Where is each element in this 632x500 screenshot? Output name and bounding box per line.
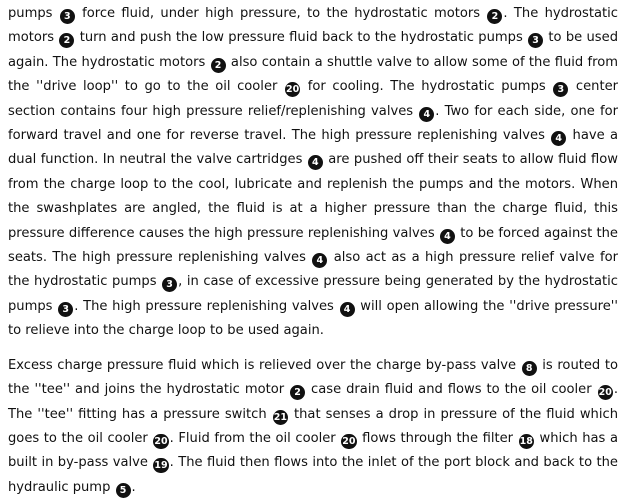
callout-number-badge: 4 (419, 107, 434, 122)
text-run: . Fluid from the oil cooler (169, 430, 341, 446)
text-run: . (131, 479, 136, 495)
callout-number-badge: 4 (308, 155, 323, 170)
text-run: case drain fluid and flows to the oil cooler (306, 382, 597, 398)
callout-number-badge: 3 (60, 9, 75, 24)
callout-number-badge: 20 (154, 435, 168, 447)
text-run: . The ''tee'' fitting has a pressure switch (8, 382, 618, 422)
callout-number-badge: 2 (290, 385, 305, 400)
callout-number-badge: 2 (487, 9, 502, 24)
text-run: Excess charge pressure fluid which is relieved over the charge by-pass valve (8, 357, 521, 373)
callout-number-badge: 21 (273, 411, 287, 423)
callout-number-badge: 2 (211, 58, 226, 73)
text-run: pumps (8, 6, 59, 21)
paragraph (8, 2, 618, 344)
text-run: also act as a high pressure relief valve for the hydrostatic pumps (8, 250, 618, 290)
text-run: also contain a shuttle valve to allow some of the fluid from the ''drive loop'' to go to the oil cooler (8, 54, 618, 95)
text-run: that senses a drop in pressure of the fluid which goes to the oil cooler (8, 406, 618, 446)
text-run: force fluid, under high pressure, to the hydrostatic motors (75, 6, 487, 21)
callout-number-badge: 3 (553, 82, 568, 97)
text-run: . The high pressure replenishing valves (74, 298, 339, 314)
text-run: are pushed off their seats to allow fluid flow from the charge loop to the cool, lubricate and replenish the pumps and the motors. When the swashplates are angled, the fluid is at a higher pressure than the charge fluid, this pressure difference causes the high pressure replenishing valves (8, 152, 618, 241)
text-run: have a dual function. In neutral the valve cartridges (8, 128, 618, 168)
callout-number-badge: 18 (519, 435, 533, 447)
text-run: to be forced against the seats. The high pressure replenishing valves (8, 225, 618, 266)
text-run: flows through the filter (357, 430, 518, 446)
text-run: will open allowing the ''drive pressure'' to relieve into the charge loop to be used again. (8, 298, 618, 339)
callout-number-badge: 4 (312, 253, 327, 268)
callout-number-badge: 4 (551, 131, 566, 146)
callout-number-badge: 8 (522, 361, 537, 376)
callout-number-badge: 4 (340, 302, 355, 317)
text-run: is routed to the ''tee'' and joins the hydrostatic motor (8, 357, 618, 398)
callout-number-badge: 20 (598, 387, 612, 399)
document-page (8, 2, 618, 500)
text-run: . Two for each side, one for forward travel and one for reverse travel. The high pressure replenishing valves (8, 103, 619, 144)
callout-number-badge: 20 (342, 435, 356, 447)
callout-number-badge: 19 (154, 460, 168, 472)
text-run: turn and push the low pressure fluid back to the hydrostatic pumps (75, 30, 528, 46)
paragraph (8, 354, 618, 500)
text-run: center section contains four high pressure relief/replenishing valves (8, 79, 619, 119)
text-run: , in case of excessive pressure being generated by the hydrostatic pumps (8, 274, 618, 314)
callout-number-badge: 4 (440, 229, 455, 244)
text-run: which has a built in by-pass valve (8, 430, 618, 471)
text-run: to be used again. The hydrostatic motors (8, 30, 619, 70)
text-run: . The fluid then flows into the inlet of the port block and back to the hydraulic pump (8, 455, 618, 495)
callout-number-badge: 2 (59, 33, 74, 48)
text-run: for cooling. The hydrostatic pumps (301, 79, 553, 95)
callout-number-badge: 3 (162, 277, 177, 292)
callout-number-badge: 20 (285, 84, 300, 96)
callout-number-badge: 3 (528, 33, 543, 48)
callout-number-badge: 3 (58, 302, 73, 317)
text-run: . The hydrostatic motors (8, 6, 618, 46)
callout-number-badge: 5 (116, 483, 131, 498)
